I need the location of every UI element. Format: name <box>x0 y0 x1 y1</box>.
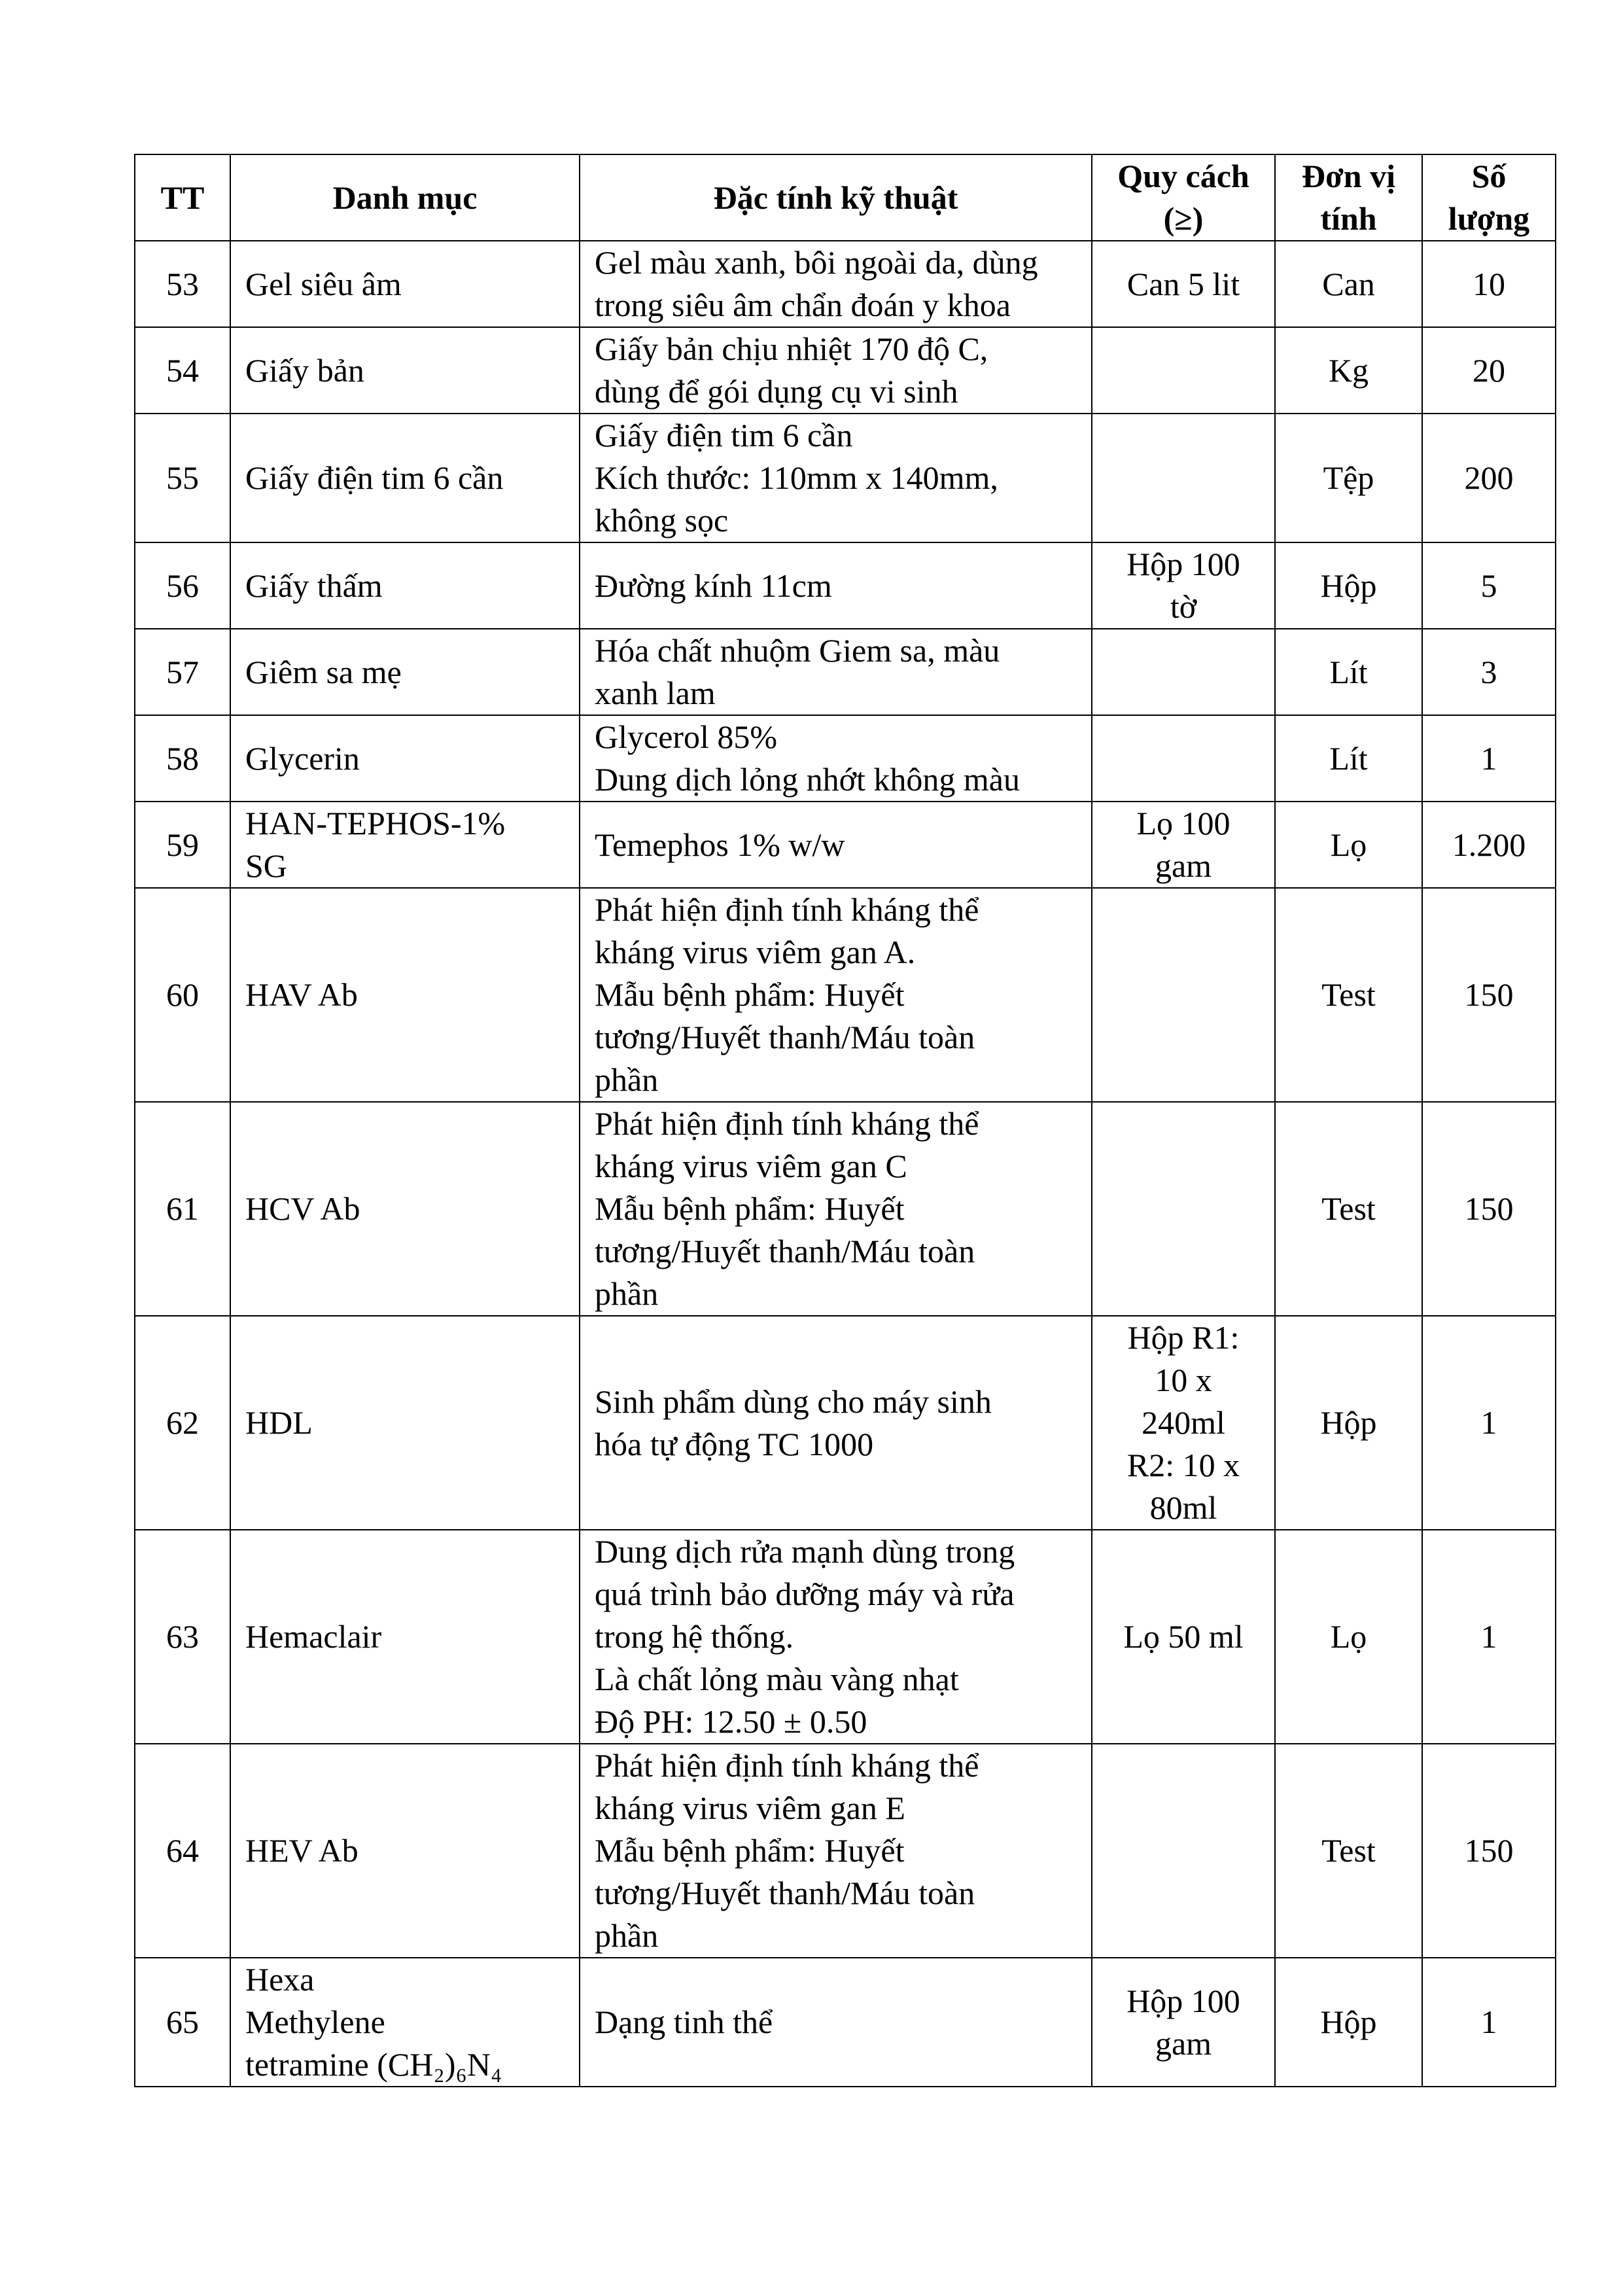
cell-tt: 61 <box>135 1102 230 1316</box>
cell-so-luong: 1 <box>1422 715 1556 802</box>
cell-tt: 54 <box>135 327 230 414</box>
header-tt: TT <box>135 154 230 241</box>
cell-tt: 62 <box>135 1316 230 1530</box>
cell-tt: 53 <box>135 241 230 327</box>
cell-so-luong: 150 <box>1422 1102 1556 1316</box>
table-row <box>135 1316 1556 1530</box>
cell-tt: 55 <box>135 414 230 542</box>
cell-quy-cach: Hộp R1: 10 x 240ml R2: 10 x 80ml <box>1092 1316 1275 1530</box>
cell-don-vi: Tệp <box>1275 414 1422 542</box>
header-danh-muc: Danh mục <box>230 154 580 241</box>
cell-so-luong: 1 <box>1422 1958 1556 2087</box>
cell-tt: 58 <box>135 715 230 802</box>
cell-don-vi: Hộp <box>1275 542 1422 629</box>
cell-so-luong: 150 <box>1422 888 1556 1102</box>
cell-danh-muc: HDL <box>230 1316 580 1530</box>
cell-dac-tinh: Phát hiện định tính kháng thể kháng virus viêm gan C Mẫu bệnh phẩm: Huyết tương/Huyết thanh/Máu toàn phần <box>580 1102 1092 1316</box>
cell-quy-cach <box>1092 327 1275 414</box>
table-row <box>135 1744 1556 1958</box>
header-so-luong: Số lượng <box>1422 154 1556 241</box>
cell-tt: 56 <box>135 542 230 629</box>
table-header-row <box>135 154 1556 241</box>
cell-dac-tinh: Giấy bản chịu nhiệt 170 độ C, dùng để gói dụng cụ vi sinh <box>580 327 1092 414</box>
cell-so-luong: 5 <box>1422 542 1556 629</box>
table-row <box>135 327 1556 414</box>
table-row <box>135 1102 1556 1316</box>
cell-danh-muc: Giấy thấm <box>230 542 580 629</box>
header-don-vi: Đơn vị tính <box>1275 154 1422 241</box>
cell-dac-tinh: Dạng tinh thể <box>580 1958 1092 2087</box>
cell-danh-muc: Hexa Methylene tetramine (CH₂)₆N₄ <box>230 1958 580 2087</box>
cell-quy-cach: Lọ 100 gam <box>1092 802 1275 888</box>
cell-quy-cach: Can 5 lit <box>1092 241 1275 327</box>
table-row <box>135 1958 1556 2087</box>
table-row <box>135 888 1556 1102</box>
cell-so-luong: 1 <box>1422 1530 1556 1744</box>
header-quy-cach: Quy cách (≥) <box>1092 154 1275 241</box>
table-row <box>135 629 1556 715</box>
cell-dac-tinh: Dung dịch rửa mạnh dùng trong quá trình bảo dưỡng máy và rửa trong hệ thống. Là chất lỏng màu vàng nhạt Độ PH: 12.50 ± 0.50 <box>580 1530 1092 1744</box>
cell-quy-cach: Lọ 50 ml <box>1092 1530 1275 1744</box>
cell-don-vi: Kg <box>1275 327 1422 414</box>
cell-don-vi: Can <box>1275 241 1422 327</box>
cell-danh-muc: HEV Ab <box>230 1744 580 1958</box>
table-body <box>135 241 1556 2087</box>
cell-quy-cach <box>1092 629 1275 715</box>
cell-quy-cach: Hộp 100 tờ <box>1092 542 1275 629</box>
cell-so-luong: 10 <box>1422 241 1556 327</box>
cell-quy-cach <box>1092 1744 1275 1958</box>
cell-so-luong: 200 <box>1422 414 1556 542</box>
cell-so-luong: 20 <box>1422 327 1556 414</box>
cell-don-vi: Lọ <box>1275 1530 1422 1744</box>
cell-dac-tinh: Đường kính 11cm <box>580 542 1092 629</box>
cell-danh-muc: HAN-TEPHOS-1% SG <box>230 802 580 888</box>
cell-quy-cach <box>1092 1102 1275 1316</box>
table-row <box>135 802 1556 888</box>
cell-don-vi: Test <box>1275 1102 1422 1316</box>
cell-tt: 63 <box>135 1530 230 1744</box>
cell-don-vi: Lít <box>1275 715 1422 802</box>
cell-quy-cach <box>1092 414 1275 542</box>
cell-so-luong: 3 <box>1422 629 1556 715</box>
table-row <box>135 542 1556 629</box>
cell-danh-muc: Gel siêu âm <box>230 241 580 327</box>
cell-danh-muc: Hemaclair <box>230 1530 580 1744</box>
cell-tt: 59 <box>135 802 230 888</box>
cell-quy-cach <box>1092 888 1275 1102</box>
table-row <box>135 1530 1556 1744</box>
cell-don-vi: Test <box>1275 1744 1422 1958</box>
table-row <box>135 241 1556 327</box>
cell-dac-tinh: Glycerol 85% Dung dịch lỏng nhớt không màu <box>580 715 1092 802</box>
table-row <box>135 715 1556 802</box>
cell-dac-tinh: Phát hiện định tính kháng thể kháng virus viêm gan E Mẫu bệnh phẩm: Huyết tương/Huyết thanh/Máu toàn phần <box>580 1744 1092 1958</box>
cell-danh-muc: Giêm sa mẹ <box>230 629 580 715</box>
cell-danh-muc: HCV Ab <box>230 1102 580 1316</box>
cell-dac-tinh: Temephos 1% w/w <box>580 802 1092 888</box>
cell-dac-tinh: Sinh phẩm dùng cho máy sinh hóa tự động TC 1000 <box>580 1316 1092 1530</box>
cell-so-luong: 1 <box>1422 1316 1556 1530</box>
cell-danh-muc: HAV Ab <box>230 888 580 1102</box>
cell-don-vi: Hộp <box>1275 1316 1422 1530</box>
cell-danh-muc: Giấy điện tim 6 cần <box>230 414 580 542</box>
cell-dac-tinh: Gel màu xanh, bôi ngoài da, dùng trong siêu âm chẩn đoán y khoa <box>580 241 1092 327</box>
cell-quy-cach: Hộp 100 gam <box>1092 1958 1275 2087</box>
cell-don-vi: Lọ <box>1275 802 1422 888</box>
cell-so-luong: 150 <box>1422 1744 1556 1958</box>
cell-so-luong: 1.200 <box>1422 802 1556 888</box>
cell-quy-cach <box>1092 715 1275 802</box>
table-row <box>135 414 1556 542</box>
cell-don-vi: Hộp <box>1275 1958 1422 2087</box>
cell-dac-tinh: Giấy điện tim 6 cần Kích thước: 110mm x 140mm, không sọc <box>580 414 1092 542</box>
cell-danh-muc: Glycerin <box>230 715 580 802</box>
cell-tt: 65 <box>135 1958 230 2087</box>
cell-tt: 64 <box>135 1744 230 1958</box>
header-dac-tinh: Đặc tính kỹ thuật <box>580 154 1092 241</box>
cell-danh-muc: Giấy bản <box>230 327 580 414</box>
cell-dac-tinh: Phát hiện định tính kháng thể kháng virus viêm gan A. Mẫu bệnh phẩm: Huyết tương/Huyết thanh/Máu toàn phần <box>580 888 1092 1102</box>
supply-table <box>134 154 1556 2087</box>
cell-don-vi: Test <box>1275 888 1422 1102</box>
cell-tt: 60 <box>135 888 230 1102</box>
cell-don-vi: Lít <box>1275 629 1422 715</box>
cell-tt: 57 <box>135 629 230 715</box>
cell-dac-tinh: Hóa chất nhuộm Giem sa, màu xanh lam <box>580 629 1092 715</box>
